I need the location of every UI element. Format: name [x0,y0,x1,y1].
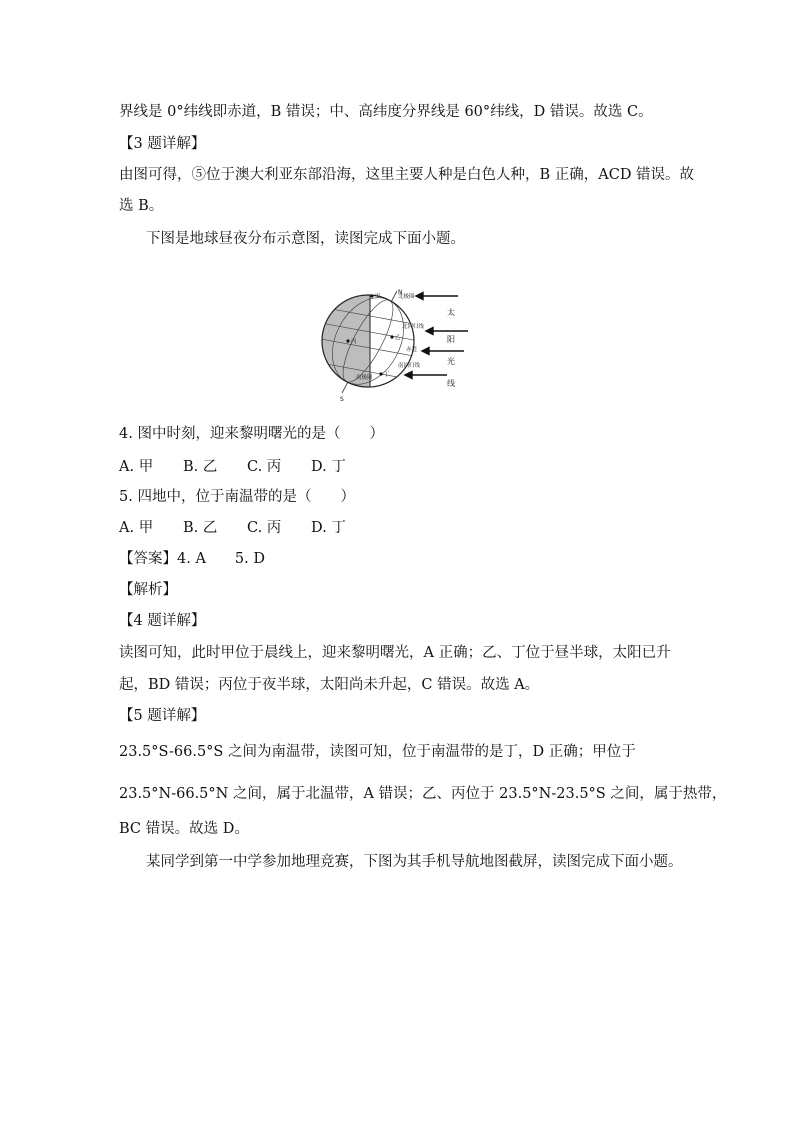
day-night-diagram [310,285,480,403]
sun-label: 线 [447,379,455,388]
sun-label: 太 [447,308,455,317]
section-heading: 【解析】 [119,582,177,598]
text-line: 界线是 0°纬线即赤道，B 错误；中、高纬度分界线是 60°纬线，D 错误。故选 C。 [119,104,653,120]
intro-line: 某同学到第一中学参加地理竞赛，下图为其手机导航地图截屏，读图完成下面小题。 [146,854,683,870]
option[interactable]: D. 丁 [311,459,346,475]
south-pole-label: S [340,396,344,403]
question-4-options [119,457,674,477]
text-line: BC 错误。故选 D。 [119,821,249,837]
section-heading: 【5 题详解】 [119,708,206,724]
text-line: 起，BD 错误；丙位于夜半球，太阳尚未升起，C 错误。故选 A。 [119,677,540,693]
option[interactable]: C. 丙 [247,520,282,536]
text-line: 读图可知，此时甲位于晨线上，迎来黎明曙光，A 正确；乙、丁位于昼半球，太阳已升 [119,645,671,661]
sun-label: 光 [447,357,455,366]
point-label: 丙 [351,339,357,345]
option[interactable]: B. 乙 [183,459,218,475]
section-heading: 【3 题详解】 [119,136,206,152]
point-label: 甲 [375,294,381,300]
point-label: 丁 [384,372,390,378]
sun-label: 阳 [447,335,455,344]
option[interactable]: A. 甲 [119,520,154,536]
north-pole-label: N [398,289,403,296]
option[interactable]: A. 甲 [119,459,154,475]
question-4: 4. 图中时刻，迎来黎明曙光的是（ ） [119,426,384,442]
point-label: 乙 [395,335,401,341]
section-heading: 【4 题详解】 [119,613,206,629]
text-line: 23.5°S-66.5°S 之间为南温带，读图可知，位于南温带的是丁，D 正确；甲位于 [119,744,636,760]
lat-label: 南回归线 [398,363,421,369]
option[interactable]: B. 乙 [183,520,218,536]
text-line: 由图可得，⑤位于澳大利亚东部沿海，这里主要人种是白色人种，B 正确，ACD 错误。故 [119,167,695,183]
intro-line: 下图是地球昼夜分布示意图，读图完成下面小题。 [146,231,465,247]
text-line: 选 B。 [119,198,164,214]
question-5: 5. 四地中，位于南温带的是（ ） [119,489,355,505]
text-line: 23.5°N-66.5°N 之间，属于北温带，A 错误；乙、丙位于 23.5°N-23.5°S 之间，属于热带， [119,786,727,802]
lat-label: 北极圈 [398,294,415,300]
option[interactable]: C. 丙 [247,459,282,475]
lat-label: 赤道 [406,347,418,353]
lat-label: 北回归线 [402,324,425,330]
lat-label: 南极圈 [356,375,373,381]
answer-line: 【答案】4. A 5. D [119,551,265,567]
question-5-options [119,518,674,538]
option[interactable]: D. 丁 [311,520,346,536]
